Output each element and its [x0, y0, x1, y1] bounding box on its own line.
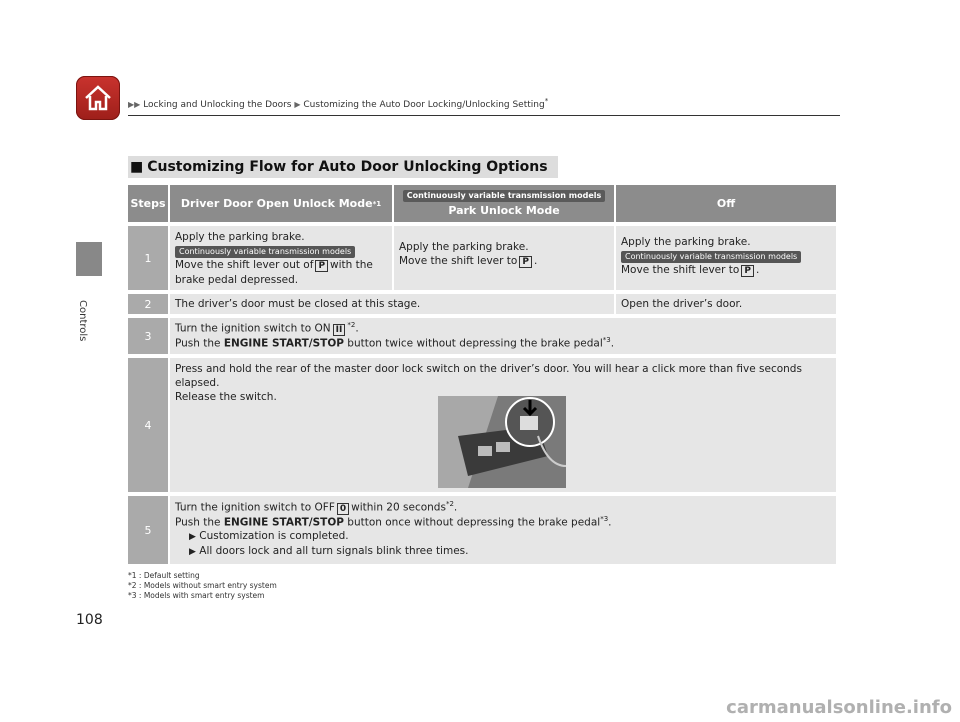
ignition-key: 0 — [337, 503, 349, 515]
header-divider — [128, 115, 840, 116]
step-number: 4 — [128, 358, 168, 492]
step1-driver-door-cell — [170, 226, 392, 290]
button-name: ENGINE START/STOP — [223, 516, 344, 529]
step2-cell: The driver’s door must be closed at this stage. — [170, 294, 614, 314]
step-number: 3 — [128, 318, 168, 354]
step-text: Move the shift lever to — [399, 255, 518, 268]
step-text: Turn the ignition switch to OFF — [175, 501, 335, 514]
step-text: Turn the ignition switch to ON — [175, 322, 331, 335]
footnote-marker: *1 — [372, 199, 382, 208]
house-icon — [83, 83, 113, 113]
step-text: Customization is completed. — [199, 530, 349, 543]
step-text: Move the shift lever out of — [175, 259, 314, 272]
footnote-marker: *3 — [600, 514, 609, 523]
step-text: Push the — [175, 337, 221, 350]
step5-cell: Turn the ignition switch to OFF 0 within 20 seconds$^{*2}$. Push the ENGINE START/STOP button once without depressing the brake pedal$^{*3}$. ▶ Customization is completed. ▶ All doors lock and all turn signals blink three times. — [170, 496, 836, 564]
footnote-marker: * — [544, 97, 549, 105]
section-title-text: Customizing Flow for Auto Door Unlocking Options — [147, 159, 548, 175]
breadcrumb-arrow-icon: ▶▶ — [128, 100, 141, 109]
step-text: with the — [330, 259, 373, 272]
result-arrow-icon: ▶ — [189, 546, 196, 557]
step-text: button once without depressing the brake pedal — [347, 516, 601, 529]
button-name: ENGINE START/STOP — [223, 337, 344, 350]
header-driver-door-label: Driver Door Open Unlock Mode — [180, 197, 373, 210]
step-text: Apply the parking brake. — [399, 241, 529, 253]
header-off — [616, 185, 836, 222]
square-bullet-icon: ■ — [130, 159, 144, 175]
shift-position-key: P — [315, 260, 328, 272]
header-off-label: Off — [716, 197, 736, 210]
cvt-badge: Continuously variable transmission models — [403, 190, 606, 202]
cvt-badge: Continuously variable transmission models — [621, 251, 801, 263]
step-text: Move the shift lever to — [621, 264, 740, 277]
shift-position-key: P — [519, 256, 532, 268]
door-switch-photo — [438, 396, 566, 488]
step-text: button twice without depressing the brake pedal — [347, 337, 603, 350]
ignition-key: II — [333, 324, 346, 336]
step1-park-cell: Apply the parking brake. Move the shift lever to P . — [394, 226, 614, 290]
footnotes — [128, 571, 277, 601]
page-number: 108 — [76, 612, 103, 628]
breadcrumb-item[interactable]: Locking and Unlocking the Doors — [143, 100, 292, 110]
breadcrumb-item[interactable]: Customizing the Auto Door Locking/Unlocking Setting — [303, 100, 545, 110]
step-text: Push the — [175, 516, 221, 529]
cvt-badge: Continuously variable transmission models — [175, 246, 355, 258]
footnote: *2 : Models without smart entry system — [128, 581, 277, 590]
step-number: 1 — [128, 226, 168, 290]
step3-cell: Turn the ignition switch to ON II $^{*2}$. Push the ENGINE START/STOP button twice without depressing the brake pedal$^{*3}$. — [170, 318, 836, 354]
watermark: carmanualsonline.info — [726, 697, 952, 718]
step-number: 2 — [128, 294, 168, 314]
step1-off-cell: Apply the parking brake. Continuously variable transmission models Move the shift lever to P . — [616, 226, 836, 290]
step-text: Press and hold the rear of the master door lock switch on the driver’s door. You will hear a click more than five seconds elapsed. — [175, 363, 802, 390]
step-text: Apply the parking brake. — [621, 236, 751, 248]
footnote-marker: *2 — [347, 321, 356, 329]
step-text: Apply the parking brake. — [175, 231, 305, 243]
footnote-marker: *3 — [602, 335, 611, 344]
header-park-unlock — [394, 185, 614, 222]
header-park-label: Park Unlock Mode — [448, 204, 560, 217]
header-steps — [128, 185, 168, 222]
footnote: *3 : Models with smart entry system — [128, 591, 265, 600]
breadcrumb — [128, 97, 548, 110]
footnote: *1 : Default setting — [128, 571, 200, 580]
footnote-marker: *2 — [445, 500, 454, 508]
section-title — [128, 156, 558, 178]
step2-off-cell: Open the driver’s door. — [616, 294, 836, 314]
breadcrumb-arrow-icon: ▶ — [294, 100, 301, 109]
sidebar-tab — [76, 242, 102, 276]
home-icon[interactable] — [76, 76, 120, 120]
header-steps-label: Steps — [130, 197, 166, 210]
step-number: 5 — [128, 496, 168, 564]
step-text: within 20 seconds — [351, 501, 446, 514]
step-text: All doors lock and all turn signals blink three times. — [199, 544, 469, 557]
shift-position-key: P — [741, 265, 754, 277]
step-text: Release the switch. — [175, 391, 277, 404]
header-driver-door — [170, 185, 392, 222]
step-text: brake pedal depressed. — [175, 273, 299, 286]
result-arrow-icon: ▶ — [189, 532, 196, 543]
sidebar-label: Controls — [77, 300, 88, 342]
